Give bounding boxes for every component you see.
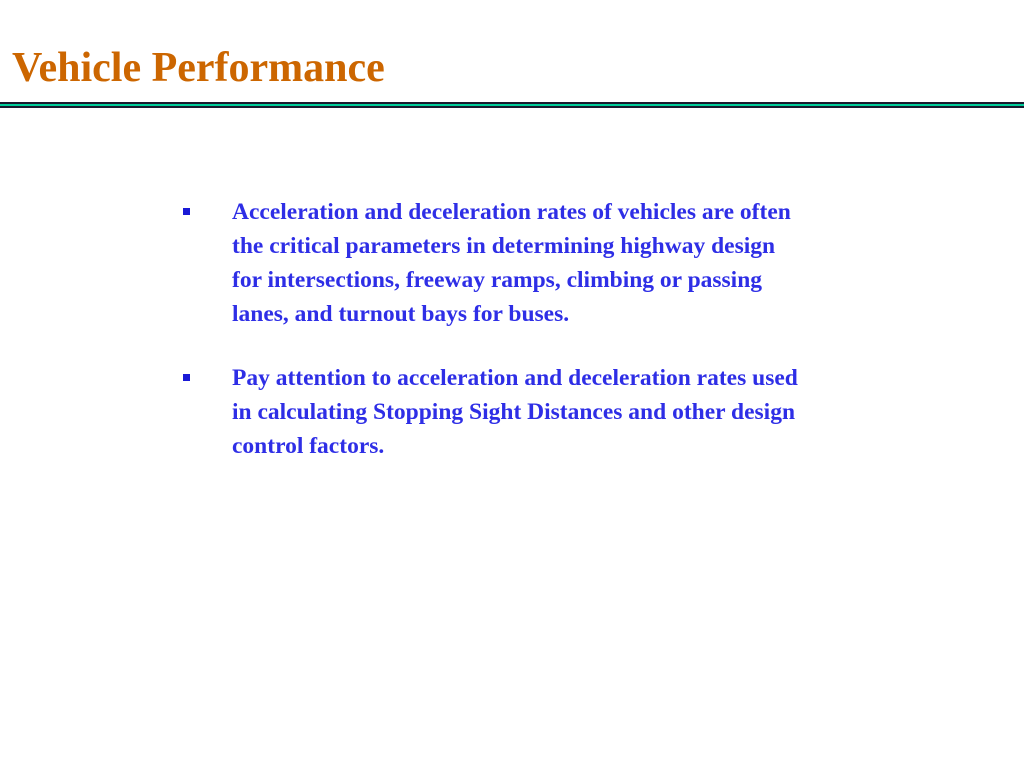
bullet-item (180, 195, 800, 331)
square-bullet-icon (183, 208, 190, 215)
bullet-item (180, 361, 800, 463)
square-bullet-icon (183, 374, 190, 381)
bullet-list (180, 195, 800, 493)
bullet-text: Pay attention to acceleration and deceleration rates used in calculating Stopping Sight Distances and other design control factors. (232, 365, 798, 459)
title-divider (0, 102, 1024, 108)
bullet-text: Acceleration and deceleration rates of vehicles are often the critical parameters in determining highway design for intersections, freeway ramps, climbing or passing lanes, and turnout bays for buses. (232, 199, 791, 327)
slide-title: Vehicle Performance (12, 45, 385, 91)
